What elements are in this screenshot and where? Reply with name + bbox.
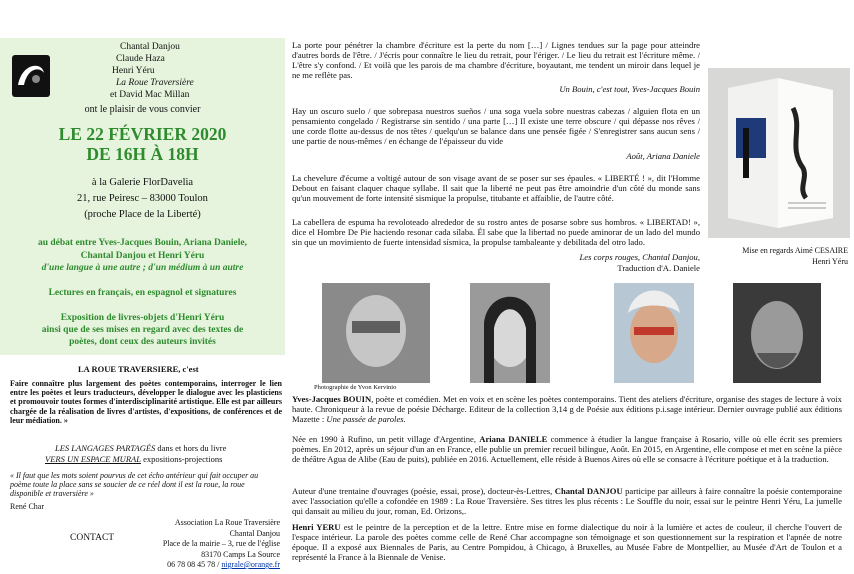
bio-yeru — [292, 522, 842, 563]
roue-description: Faire connaître plus largement des poètes contemporains, interroger le lien entre les poètes et leurs traducteurs, développer le dialogue avec les plasticiens et promouvoir toutes formes d'interdisciplinarité artistique. Elle est par ailleurs chargée de la réalisation de livres d'artistes, d'expositions, de conférences et de leur médiation. » — [10, 379, 282, 425]
bio-text: Née en 1990 à Rufino, un petit village d'Argentine, — [292, 434, 480, 444]
exhibition-line: Exposition de livres-objets d'Henri Yéru — [60, 313, 225, 323]
photo-danjou — [614, 283, 694, 383]
bio-daniele — [292, 434, 842, 464]
contact-block — [140, 518, 280, 571]
event-date: LE 22 FÉVRIER 2020 — [58, 124, 227, 144]
mural-sub: expositions-projections — [140, 454, 223, 464]
contact-email-link[interactable]: nigrale@orange.fr — [221, 560, 280, 569]
prose-danjou-fr: La chevelure d'écume a voltigé autour de son visage avant de se poser sur ses épaules. « LIBERTÉ ! », dit l'Homme Debout en faisant claquer chaque syllabe. Il sait que la liberté ne peut pas être amoindrie d'un côté du monde sans qu'un mouvement de forte intensité sismique la propulse, titubante et affaiblie, de l'autre côté. — [292, 173, 700, 204]
roue-traversiere-logo — [12, 55, 50, 97]
venue-note: (proche Place de la Liberté) — [84, 209, 201, 220]
debate-subtitle: d'une langue à une autre ; d'un médium à un autre — [41, 263, 244, 273]
organizer-name: Claude Haza — [116, 54, 165, 64]
mural-title: VERS UN ESPACE MURAL — [45, 454, 141, 464]
bio-danjou — [292, 486, 842, 516]
artwork-caption: Mise en regards Aimé CESAIRE — [742, 246, 848, 255]
bio-bouin — [292, 394, 842, 424]
contact-address: Place de la mairie – 3, rue de l'église — [162, 539, 280, 548]
contact-phone-email — [140, 560, 280, 571]
organizer-name: Henri Yéru — [112, 66, 155, 76]
readings-line: Lectures en français, en espagnol et signatures — [48, 288, 237, 298]
bio-name: Ariana DANIELE — [479, 434, 548, 444]
venue-address: 21, rue Peiresc – 83000 Toulon — [77, 193, 208, 204]
bio-text: , poète et comédien. Met en voix et en scène les poètes contemporains. Tient des ateliers d'écriture, organise des stages de lecture à voix haute. Chroniqueur à la revue de poésie Décharge. Editeur de la collection 3,14 g de Poésie aux éditions p.i.sage intérieur. Dernier ouvrage publié aux éditions Mazette : — [292, 394, 842, 425]
invite-text: ont le plaisir de vous convier — [84, 104, 201, 115]
contact-city: 83170 Camps La Source — [201, 549, 280, 559]
debate-line: au débat entre Yves-Jacques Bouin, Ariana Daniele, — [37, 238, 247, 248]
bio-text: commence à étudier la langue française à Rosario, ville où elle écrit ses premiers poèmes. En 2012, après un séjour d'un an en France, elle publie un premier recueil bilingue, Août. En 2015, en Argentine, elle compose et met en scène la pièce de théâtre Agua de Alibe (Eau de puits), publiée en 2016. Actuellement, elle réside à Buenos Aires où elle se consacre à l'écriture poétique et à la traduction. — [292, 434, 842, 465]
bio-title: Une passée de paroles. — [326, 414, 406, 425]
bio-name: Chantal DANJOU — [554, 486, 623, 496]
photo-bouin — [322, 283, 430, 383]
contact-person: Chantal Danjou — [229, 528, 280, 538]
quote-author: René Char — [10, 502, 44, 511]
langages-title: LES LANGAGES PARTAGÉS — [55, 443, 156, 453]
venue-name: à la Galerie FlorDavelia — [91, 177, 194, 188]
mural-line — [45, 454, 222, 464]
langages-sub: dans et hors du livre — [155, 443, 227, 453]
langages-line — [55, 443, 226, 453]
poem-bouin: La porte pour pénétrer la chambre d'écriture est la perte du nom […] / Lignes tendues sur la page pour atteindre d'autres bords de l'être. / J'écris pour connaître le lieu du retrait, pour l'ériger. / Le lieu du retrait est l'écriture même. / L'être s'y confond. / Et voilà que les parois de ma chambre d'écriture, boyautant, me tendent un miroir dans lequel je ne me reflète pas. — [292, 40, 700, 81]
photo-yeru — [733, 283, 821, 383]
contact-label: CONTACT — [70, 533, 115, 543]
prose-signature: Les corps rouges, Chantal Danjou, — [579, 252, 700, 262]
poem-signature: Août, Ariana Daniele — [626, 151, 700, 161]
exhibition-line: ainsi que de ses mises en regard avec des textes de — [41, 325, 244, 335]
prose-danjou-es: La cabellera de espuma ha revoloteado alrededor de su rostro antes de posarse sobre sus hombros. « LIBERTAD! », dice el Hombre De Pie haciendo resonar cada sílaba. Él sabe que la libertad no puede aminorar de un lado del mundo sin que un movimiento de fuerte intensidad sísmica, la propulse tambaleante y debilitada del otro lado. — [292, 217, 700, 248]
translation-credit: Traduction d'A. Daniele — [617, 263, 700, 273]
contact-assoc: Association La Roue Traversière — [174, 518, 280, 527]
bio-name: Yves-Jacques BOUIN — [292, 394, 372, 404]
organization-name: La Roue Traversière — [116, 78, 194, 88]
roue-section-title: LA ROUE TRAVERSIERE, c'est — [78, 364, 199, 374]
bio-text: Auteur d'une trentaine d'ouvrages (poésie, essai, prose), docteur-ès-Lettres, — [292, 486, 555, 496]
contact-phone: 06 78 08 45 78 / — [167, 560, 222, 569]
char-quote: « Il faut que les mots soient pourvus de cet écho antérieur qui fait occuper au poème toute la place sans se soucier de ce réel dont il est la roue, la roue disponible et traversière » — [10, 471, 259, 499]
poem-daniele: Hay un oscuro suelo / que sobrepasa nuestros sueños / una soga vuela sobre nuestras cabezas / alguien flota en un pensamiento congelado / Registrarse sin sentido / una parte […] Il existe une terre obscure / qui dépasse nos rêves / une corde flotte au-dessus de nos têtes / quelqu'un se balance dans une pensée figée / S'enregistrer sans aucun sens / une partie de nous-mêmes / en échange de l'épaisseur du vide — [292, 106, 700, 147]
organizer-name: Chantal Danjou — [120, 42, 180, 52]
bio-name: Henri YERU — [292, 522, 341, 532]
photo-credit: Photographie de Yvon Kervinio — [314, 384, 397, 391]
artwork-artist: Henri Yéru — [812, 257, 848, 266]
artwork-image — [708, 68, 850, 238]
photo-daniele — [470, 283, 550, 383]
bio-text: est le peintre de la perception et de la lettre. Entre mise en forme dialectique du noir à la lumière et actes de couleur, il cherche l'ouvert de l'espace intérieur. La parole des poètes comme celle de René Char accompagne son témoignage et son questionnement sur la respiration et l'apnée de notre époque. Il a exposé aux Biennales de Paris, au Centre Pompidou, à Chicago, à Bruxelles, au Musée Fabre de Montpellier, au Musée d'Art de Toulon et a représenté la France à la Biennale de Venise. — [292, 522, 842, 563]
event-time: DE 16H À 18H — [86, 144, 199, 164]
bio-text: participe par ailleurs à faire connaître la poésie contemporaine avec l'association qu'elle a cofondée en 1989 : La Roue Traversière. Ses titres les plus récents : Le Souffle du noir, essai sur le peintre Henri Yéru, La jumelle qui dansait au milieu du jour, roman, Ed. Orizons,. — [292, 486, 842, 517]
exhibition-line: poètes, dont ceux des auteurs invités — [69, 337, 216, 347]
poem-signature: Un Bouin, c'est tout, Yves-Jacques Bouin — [559, 84, 700, 94]
organizers — [110, 41, 194, 101]
debate-line: Chantal Danjou et Henri Yéru — [80, 251, 205, 261]
co-organizer: et David Mac Millan — [110, 90, 190, 100]
